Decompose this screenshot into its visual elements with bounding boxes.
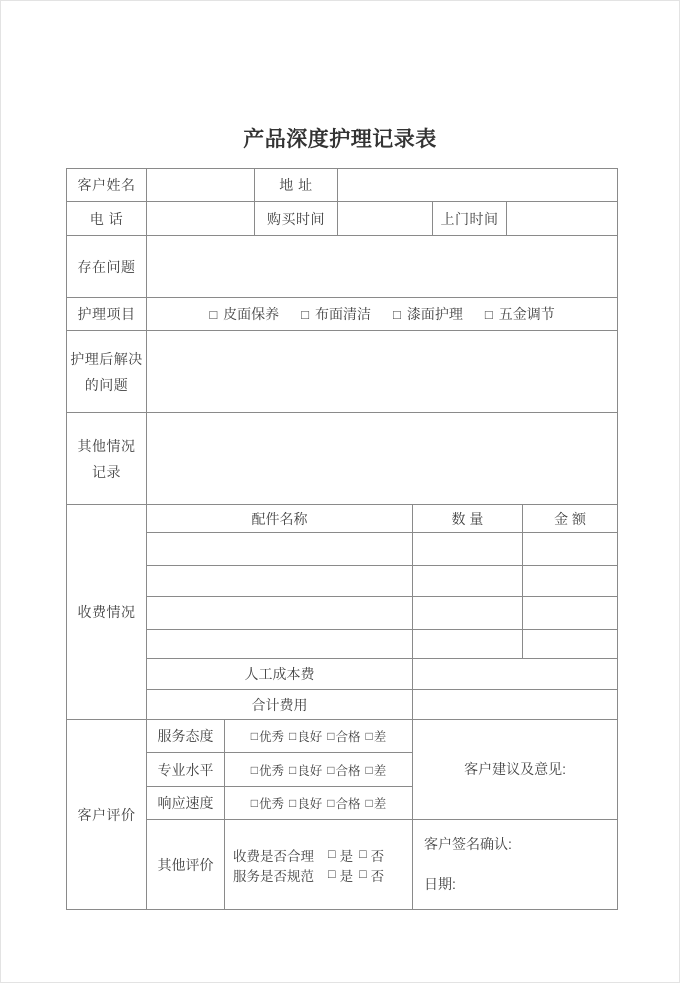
checkbox-option[interactable]	[209, 304, 279, 324]
date-label: 日期:	[424, 876, 456, 892]
signature-label: 客户签名确认:	[424, 836, 512, 852]
phone-field[interactable]	[147, 202, 255, 236]
criteria-label-professional: 专业水平	[147, 753, 225, 787]
charges-col-part-header: 配件名称	[147, 505, 413, 533]
checkbox-option-label: 差	[373, 763, 387, 778]
checkbox-icon: □	[250, 729, 258, 743]
charge-amount-field[interactable]	[523, 533, 618, 566]
labor-cost-label: 人工成本费	[147, 659, 413, 690]
checkbox-option[interactable]	[366, 761, 387, 779]
checkbox-option[interactable]	[366, 794, 387, 812]
checkbox-option-label: 五金调节	[498, 306, 555, 322]
charge-part-field[interactable]	[147, 597, 413, 630]
charge-qty-field[interactable]	[413, 566, 523, 597]
phone-label: 电 话	[67, 202, 147, 236]
checkbox-icon: □	[327, 762, 335, 777]
solved-problems-label: 护理后解决 的问题	[67, 331, 147, 413]
other-evaluation-label: 其他评价	[147, 820, 225, 910]
checkbox-option[interactable]	[393, 304, 463, 324]
charge-part-field[interactable]	[147, 533, 413, 566]
checkbox-icon: □	[328, 867, 336, 882]
other-evaluation-questions-cell	[225, 820, 413, 910]
checkbox-icon: □	[250, 796, 258, 810]
checkbox-option-label: 良好	[297, 763, 323, 778]
checkbox-option-label: 皮面保养	[223, 306, 280, 322]
labor-cost-field[interactable]	[413, 659, 618, 690]
checkbox-icon: □	[365, 796, 373, 810]
checkbox-option-label: 否	[370, 848, 385, 864]
charge-amount-field[interactable]	[523, 597, 618, 630]
checkbox-option[interactable]	[328, 845, 353, 865]
criteria-options-attitude	[225, 720, 413, 753]
suggestions-cell[interactable]	[413, 720, 618, 820]
charge-part-field[interactable]	[147, 630, 413, 659]
purchase-time-field[interactable]	[338, 202, 433, 236]
checkbox-option-label: 优秀	[258, 763, 284, 778]
suggestions-label: 客户建议及意见:	[464, 761, 566, 777]
question-fee-reasonable: 收费是否合理 □ 是 □ 否	[233, 845, 408, 865]
criteria-label-response: 响应速度	[147, 787, 225, 820]
checkbox-option[interactable]	[359, 845, 384, 865]
checkbox-option-label: 差	[373, 730, 387, 744]
checkbox-icon: □	[328, 847, 336, 862]
checkbox-option-label: 优秀	[258, 797, 284, 811]
total-cost-label: 合计费用	[147, 690, 413, 720]
customer-name-label: 客户姓名	[67, 169, 147, 202]
checkbox-option-label: 是	[339, 848, 354, 864]
checkbox-icon: □	[359, 847, 367, 862]
checkbox-option[interactable]	[327, 794, 360, 812]
criteria-label-attitude: 服务态度	[147, 720, 225, 753]
criteria-options-professional	[225, 753, 413, 787]
checkbox-icon: □	[327, 729, 335, 743]
charge-part-field[interactable]	[147, 566, 413, 597]
address-field[interactable]	[338, 169, 618, 202]
checkbox-icon: □	[359, 867, 367, 882]
checkbox-option[interactable]	[359, 865, 384, 885]
question-service-standard: 服务是否规范 □ 是 □ 否	[233, 865, 408, 885]
charges-col-amount-header: 金 额	[523, 505, 618, 533]
checkbox-icon: □	[209, 306, 218, 322]
checkbox-option[interactable]	[289, 794, 322, 812]
checkbox-option[interactable]	[251, 794, 284, 812]
care-items-options	[209, 304, 554, 324]
checkbox-option-label: 良好	[297, 797, 323, 811]
checkbox-option-label: 合格	[335, 763, 361, 778]
other-notes-label: 其他情况 记录	[67, 413, 147, 505]
checkbox-icon: □	[301, 306, 310, 322]
checkbox-option[interactable]	[251, 761, 284, 779]
checkbox-icon: □	[250, 762, 258, 777]
criteria-options-response	[225, 787, 413, 820]
evaluation-section-label: 客户评价	[67, 720, 147, 910]
record-form-table	[66, 168, 618, 910]
charges-col-qty-header: 数 量	[413, 505, 523, 533]
checkbox-option-label: 是	[339, 868, 354, 884]
checkbox-icon: □	[288, 796, 297, 810]
address-label: 地 址	[255, 169, 338, 202]
solved-problems-field[interactable]	[147, 331, 618, 413]
checkbox-option-label: 否	[370, 868, 385, 884]
checkbox-option[interactable]	[328, 865, 353, 885]
checkbox-option[interactable]	[485, 304, 555, 324]
checkbox-option[interactable]	[289, 761, 322, 779]
checkbox-icon: □	[288, 762, 297, 777]
existing-problems-field[interactable]	[147, 236, 618, 298]
purchase-time-label: 购买时间	[255, 202, 338, 236]
other-notes-field[interactable]	[147, 413, 618, 505]
checkbox-option-label: 差	[373, 797, 387, 811]
visit-time-label: 上门时间	[433, 202, 507, 236]
checkbox-option[interactable]	[327, 727, 360, 745]
checkbox-option-label: 良好	[297, 730, 323, 744]
checkbox-option[interactable]	[251, 727, 284, 745]
checkbox-icon: □	[393, 306, 401, 322]
checkbox-option-label: 合格	[335, 797, 361, 811]
charge-qty-field[interactable]	[413, 597, 523, 630]
charge-amount-field[interactable]	[523, 630, 618, 659]
visit-time-field[interactable]	[507, 202, 618, 236]
checkbox-icon: □	[365, 762, 373, 777]
checkbox-option-label: 优秀	[258, 730, 284, 744]
existing-problems-label: 存在问题	[67, 236, 147, 298]
checkbox-option[interactable]	[301, 304, 371, 324]
care-items-label: 护理项目	[67, 298, 147, 331]
checkbox-option[interactable]	[366, 727, 387, 745]
signature-cell[interactable]	[413, 820, 618, 910]
customer-name-field[interactable]	[147, 169, 255, 202]
checkbox-option-label: 漆面护理	[406, 306, 463, 322]
form-title: 产品深度护理记录表	[243, 128, 437, 151]
charge-amount-field[interactable]	[523, 566, 618, 597]
charges-section-label: 收费情况	[67, 505, 147, 720]
checkbox-icon: □	[288, 729, 297, 743]
charge-qty-field[interactable]	[413, 630, 523, 659]
checkbox-option-label: 布面清洁	[315, 306, 372, 322]
care-items-options-cell	[147, 298, 618, 331]
checkbox-option[interactable]	[289, 727, 322, 745]
checkbox-icon: □	[365, 729, 373, 743]
checkbox-icon: □	[484, 306, 493, 322]
charge-qty-field[interactable]	[413, 533, 523, 566]
checkbox-option[interactable]	[327, 761, 360, 779]
checkbox-icon: □	[327, 796, 335, 810]
total-cost-field[interactable]	[413, 690, 618, 720]
checkbox-option-label: 合格	[335, 730, 361, 744]
